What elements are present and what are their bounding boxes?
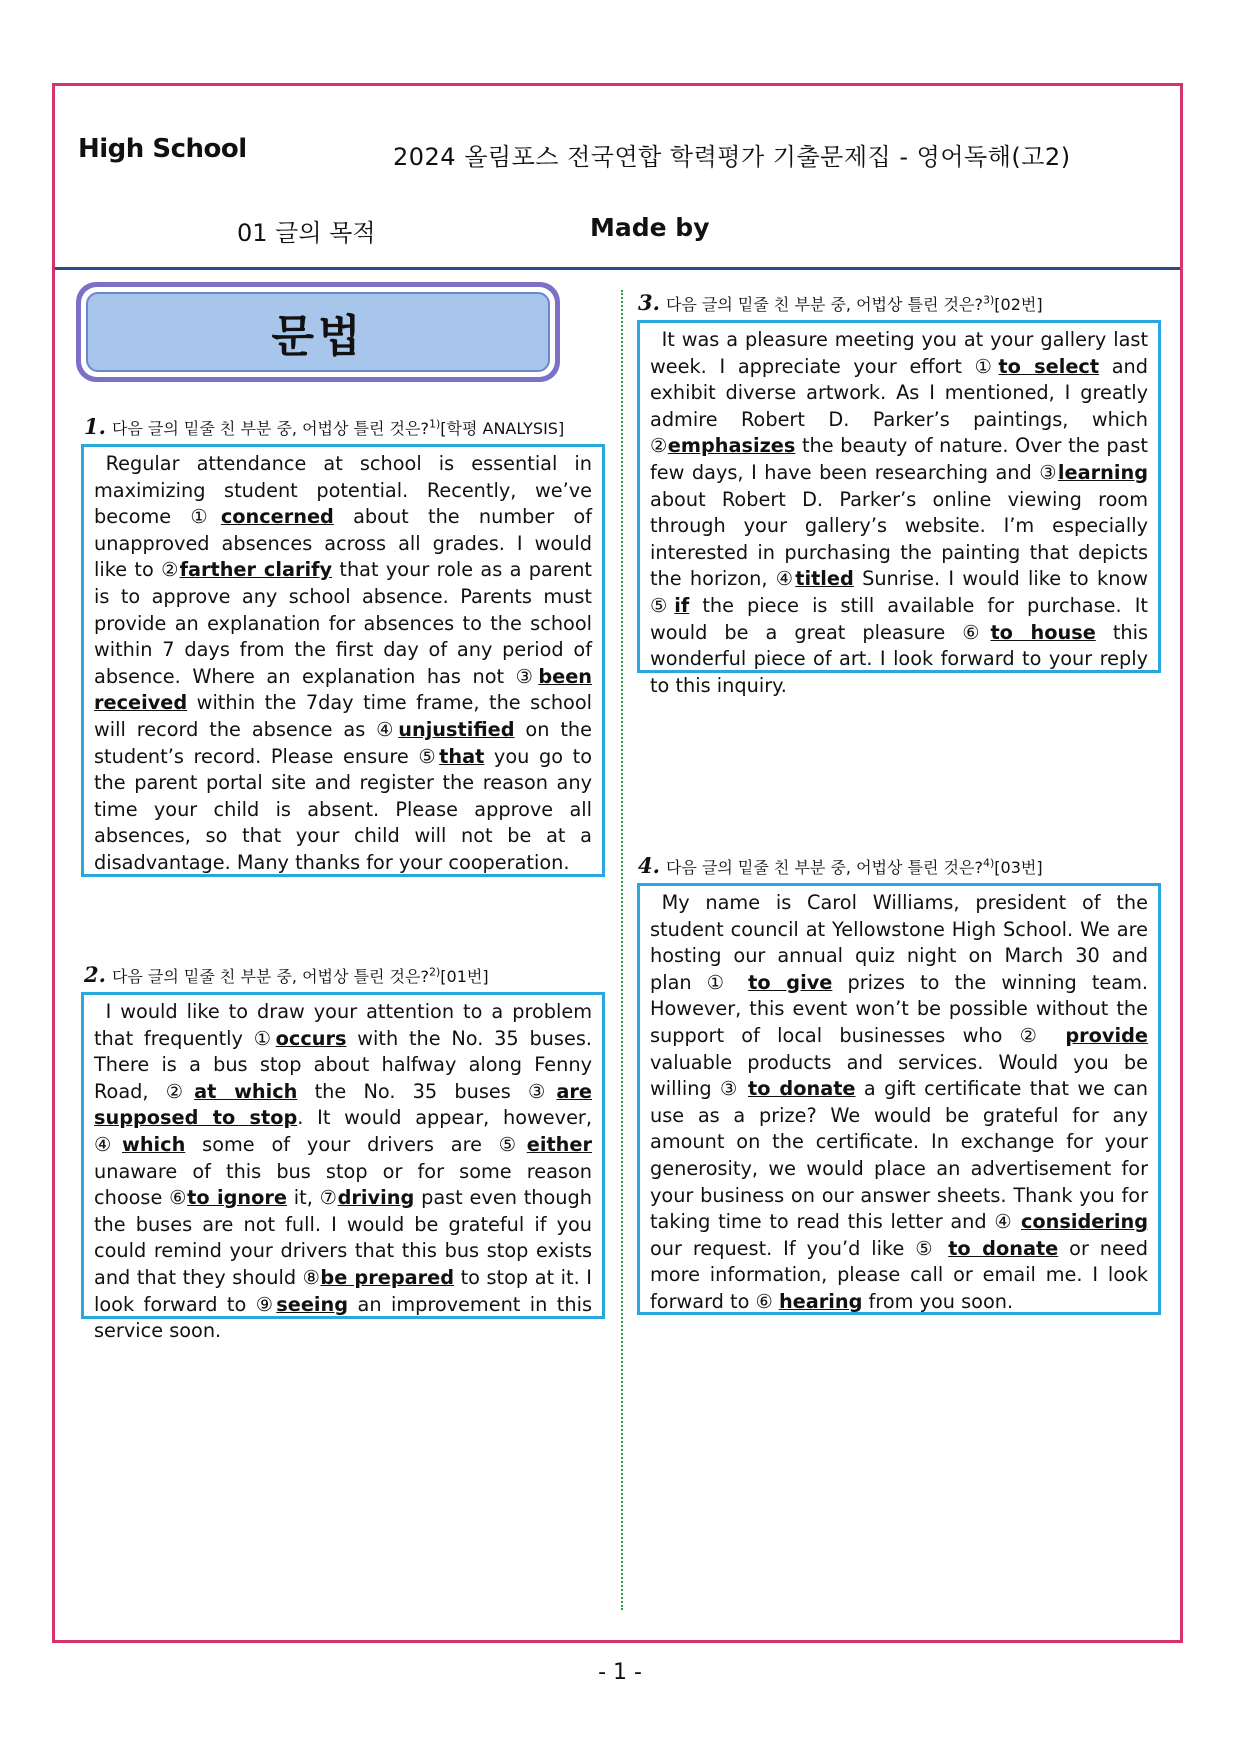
passage-text: valuable products and services. Would you be willing ③ bbox=[650, 1050, 1148, 1101]
passage-text: an improvement in this service soon. bbox=[94, 1292, 592, 1343]
passage-text: you go to the parent portal site and register the reason any time your child is absent. Please approve all absences, so that your child will not be at a disadvantage. Many thanks for your cooperation. bbox=[94, 744, 592, 874]
passage-text: or need more information, please call or email me. I look forward to ⑥ bbox=[650, 1236, 1148, 1313]
section-badge bbox=[76, 282, 560, 382]
passage-text: the No. 35 buses ③ bbox=[297, 1079, 557, 1103]
underlined-choice: learning bbox=[1057, 460, 1148, 484]
underlined-choice: to give bbox=[748, 970, 833, 994]
unit-title: 01 글의 목적 bbox=[237, 219, 376, 247]
question-prompt: 다음 글의 밑줄 친 부분 중, 어법상 틀린 것은? bbox=[665, 295, 983, 314]
underlined-choice: that bbox=[439, 744, 485, 768]
question-2-heading bbox=[84, 962, 489, 987]
question-prompt: 다음 글의 밑줄 친 부분 중, 어법상 틀린 것은? bbox=[111, 419, 429, 438]
header-divider bbox=[55, 267, 1180, 270]
underlined-choice: to house bbox=[990, 620, 1096, 644]
passage-text: on the student’s record. Please ensure ⑤ bbox=[94, 717, 592, 768]
passage-text: about the number of unapproved absences across all grades. I would like to ② bbox=[94, 505, 592, 582]
underlined-choice: unjustified bbox=[398, 717, 515, 741]
question-2-passage bbox=[81, 992, 605, 1343]
underlined-choice: titled bbox=[795, 567, 854, 591]
passage-text: some of your drivers are ⑤ bbox=[185, 1132, 527, 1156]
underlined-choice: at which bbox=[194, 1079, 298, 1103]
question-number: 2. bbox=[84, 962, 106, 987]
question-prompt: 다음 글의 밑줄 친 부분 중, 어법상 틀린 것은? bbox=[665, 858, 983, 877]
passage-text: a gift certificate that we can use as a prize? We would be grateful for any amount on the certificate. In exchange for your generosity, we would place an advertisement for your business on our answer sheets. Thank you for taking time to read this letter and ④ bbox=[650, 1077, 1148, 1234]
passage-text: the piece is still available for purchase. It would be a great pleasure ⑥ bbox=[650, 593, 1148, 644]
question-source: [02번] bbox=[994, 295, 1043, 314]
passage-text: past even though the buses are not full. I would be grateful if you could remind your drivers that this bus stop exists and that they should ⑧ bbox=[94, 1186, 592, 1289]
underlined-choice: farther clarify bbox=[179, 558, 333, 582]
question-1-heading bbox=[84, 414, 564, 439]
underlined-choice: be prepared bbox=[320, 1265, 455, 1289]
question-number: 4. bbox=[638, 853, 660, 878]
question-number: 3. bbox=[638, 290, 660, 315]
underlined-choice: been received bbox=[94, 664, 592, 715]
footnote-marker: 2) bbox=[428, 965, 441, 979]
underlined-choice: provide bbox=[1065, 1023, 1148, 1047]
passage-text: about Robert D. Parker’s online viewing room through your gallery’s website. I’m especially interested in purchasing the painting that depicts the horizon, ④ bbox=[650, 487, 1148, 591]
question-1-passage bbox=[81, 444, 605, 877]
passage-text: It was a pleasure meeting you at your gallery last week. I appreciate your effort ① bbox=[650, 328, 1148, 378]
passage-text: our request. If you’d like ⑤ bbox=[650, 1236, 949, 1260]
made-by-label: Made by bbox=[590, 213, 710, 242]
passage-text: with the No. 35 buses. There is a bus stop about halfway along Fenny Road, ② bbox=[94, 1026, 592, 1103]
passage-text: within the 7day time frame, the school will record the absence as ④ bbox=[94, 691, 592, 741]
underlined-choice: either bbox=[526, 1132, 592, 1156]
underlined-choice: occurs bbox=[275, 1026, 347, 1050]
passage-text: the beauty of nature. Over the past few days, I have been researching and ③ bbox=[650, 434, 1148, 484]
question-prompt: 다음 글의 밑줄 친 부분 중, 어법상 틀린 것은? bbox=[111, 967, 429, 986]
document-title: 2024 올림포스 전국연합 학력평가 기출문제집 - 영어독해(고2) bbox=[393, 143, 1071, 171]
question-4-passage bbox=[637, 883, 1161, 1315]
passage-text: My name is Carol Williams, president of the student council at Yellowstone High School. We are hosting our annual quiz night on March 30 and plan ① bbox=[650, 891, 1148, 994]
passage-text: it, ⑦ bbox=[286, 1186, 338, 1210]
passage-text: Sunrise. I would like to know ⑤ bbox=[650, 567, 1148, 617]
underlined-choice: considering bbox=[1020, 1210, 1148, 1234]
underlined-choice: to select bbox=[998, 354, 1100, 378]
passage-text: and exhibit diverse artwork. As I mentioned, I greatly admire Robert D. Parker’s paintings, which ② bbox=[650, 354, 1149, 458]
question-source: [학평 ANALYSIS] bbox=[440, 419, 565, 438]
question-source: [01번] bbox=[440, 967, 489, 986]
underlined-choice: to donate bbox=[747, 1077, 856, 1101]
underlined-choice: which bbox=[122, 1132, 186, 1156]
column-divider bbox=[621, 290, 623, 1610]
question-number: 1. bbox=[84, 414, 106, 439]
section-badge-label: 문법 bbox=[86, 292, 550, 372]
footnote-marker: 4) bbox=[982, 856, 995, 870]
question-4-heading bbox=[638, 853, 1043, 878]
question-3-heading bbox=[638, 290, 1043, 315]
question-3-passage bbox=[637, 320, 1161, 697]
underlined-choice: to ignore bbox=[187, 1186, 287, 1210]
passage-text: Regular attendance at school is essential in maximizing student potential. Recently, we’ve become ① bbox=[94, 452, 592, 529]
underlined-choice: are supposed to stop bbox=[94, 1079, 592, 1130]
underlined-choice: emphasizes bbox=[667, 434, 796, 458]
underlined-choice: to donate bbox=[948, 1236, 1059, 1260]
underlined-choice: hearing bbox=[778, 1289, 863, 1313]
passage-text: to stop at it. I look forward to ⑨ bbox=[94, 1265, 592, 1316]
footnote-marker: 1) bbox=[428, 417, 441, 431]
passage-text: this wonderful piece of art. I look forward to your reply to this inquiry. bbox=[650, 620, 1148, 697]
underlined-choice: driving bbox=[337, 1186, 415, 1210]
underlined-choice: if bbox=[674, 593, 690, 617]
underlined-choice: seeing bbox=[276, 1292, 349, 1316]
underlined-choice: concerned bbox=[220, 505, 334, 529]
passage-text: I would like to draw your attention to a problem that frequently ① bbox=[94, 1000, 592, 1050]
passage-text: that your role as a parent is to approve any school absence. Parents must provide an explanation for absences to the school within 7 days from the first day of any period of absence. Where an explanation has not ③ bbox=[94, 558, 592, 688]
passage-text: from you soon. bbox=[862, 1289, 1014, 1313]
footnote-marker: 3) bbox=[982, 293, 995, 307]
question-source: [03번] bbox=[994, 858, 1043, 877]
passage-text: unaware of this bus stop or for some reason choose ⑥ bbox=[94, 1159, 592, 1210]
school-level: High School bbox=[78, 134, 247, 164]
page-number: - 1 - bbox=[598, 1660, 642, 1685]
passage-text: prizes to the winning team. However, this event won’t be possible without the support of local businesses who ② bbox=[650, 970, 1148, 1047]
passage-text: . It would appear, however, ④ bbox=[94, 1106, 592, 1156]
